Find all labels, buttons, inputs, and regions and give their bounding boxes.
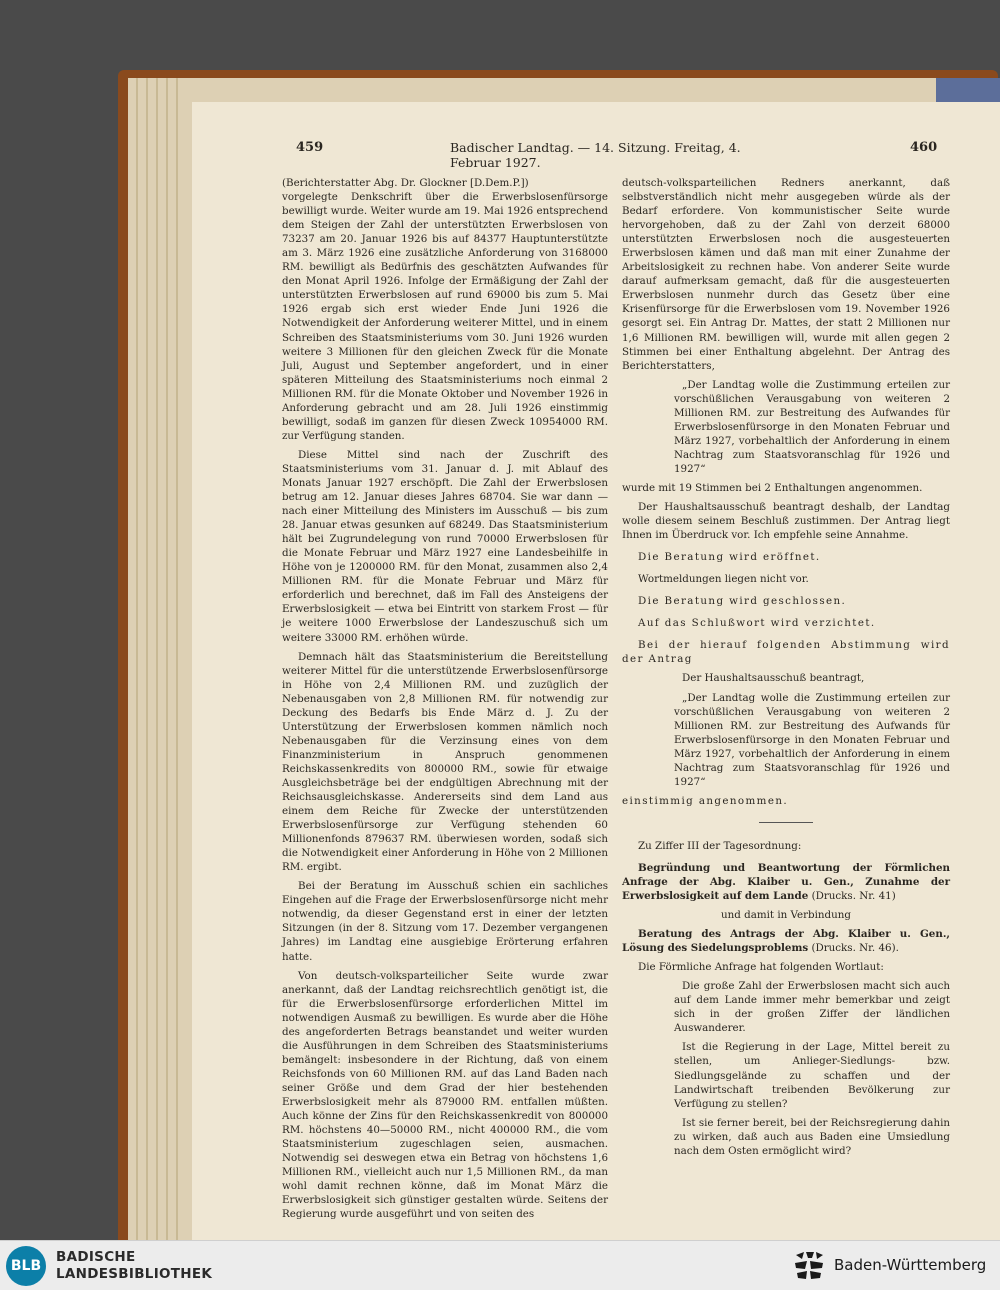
paragraph: einstimmig angenommen.: [622, 794, 789, 807]
paragraph: Demnach hält das Staatsministerium die Bereitstellung weiterer Mittel für die unterstützende Erwerbslosenfürsorge in Höhe von 2,4 Millionen RM. und zuzüglich der Nebenausgaben von 2,8 Millionen RM. für notwendig zur Deckung des Bedarfs bis Ende März d. J. Zu der Unterstützung der Erwerbslosen kommen nämlich noch Nebenausgaben für die Verzinsung eines von dem Finanzministerium in Anspruch genommenen Reichskassenkredits von 800000 RM., sowie für etwaige Ausgleichsbeträge bei der endgültigen Abrechnung mit der Reichsausgleichskasse. Andererseits sind dem Land aus einem dem Reiche für Zwecke der unterstützenden Erwerbslosenfürsorge zur Verfügung stehenden 60 Millionenfonds 879637 RM. überwiesen worden, sodaß sich die Notwendigkeit einer Anforderung in Höhe von 2 Millionen RM. ergibt.: [282, 650, 608, 874]
procedure-line: Die Beratung wird geschlossen.: [638, 595, 847, 608]
right-column: [622, 176, 950, 1158]
running-title: Badischer Landtag. — 14. Sitzung. Freitag, 4. Februar 1927.: [450, 140, 741, 170]
agenda-heading: Beratung des Antrags der Abg. Klaiber u. Gen., Lösung des Siedelungsproblems (Drucks. Nr. 46).: [622, 928, 950, 955]
procedure-line: Wortmeldungen liegen nicht vor.: [638, 573, 809, 586]
paragraph: deutsch-volksparteilichen Redners anerkannt, daß selbstverständlich nicht mehr ausgegeben würde als der Bedarf erfordere. Von kommunistischer Seite wurde hervorgehoben, daß zu der Zahl von derzeit 68000 unterstützten Erwerbslosen noch die ausgesteuerten Erwerbslosen kämen und daß man mit einer Zunahme der Arbeitslosigkeit zu rechnen habe. Von anderer Seite wurde darauf aufmerksam gemacht, daß für die ausgesteuerten Erwerbslosen nunmehr durch das Gesetz über eine Krisenfürsorge für die Erwerbslosen vom 19. November 1926 gesorgt sei. Ein Antrag Dr. Mattes, der statt 2 Millionen nur 1,6 Millionen RM. bewilligen will, wurde mit allen gegen 2 Stimmen bei einer Enthaltung abgelehnt. Der Antrag des Berichterstatters,: [622, 177, 950, 372]
state-name[interactable]: Baden-Württemberg: [834, 1256, 987, 1274]
footer-bar: [0, 1240, 1000, 1290]
paragraph: wurde mit 19 Stimmen bei 2 Enthaltungen angenommen.: [622, 481, 923, 494]
inquiry-text: Ist die Regierung in der Lage, Mittel bereit zu stellen, um Anlieger-Siedlungs- bzw. Siedlungsgelände zu schaffen und der Landwirtschaft treibenden Bevölkerung zur Verfügung zu stellen?: [674, 1041, 950, 1110]
agenda-item: Zu Ziffer III der Tagesordnung:: [638, 839, 802, 852]
page-number-left: 459: [296, 140, 324, 155]
paragraph: und damit in Verbindung: [721, 909, 851, 922]
paragraph: Der Haushaltsausschuß beantragt,: [682, 672, 865, 685]
coat-of-arms-icon: [792, 1249, 826, 1283]
section-divider: [759, 822, 813, 823]
procedure-line: Bei der hierauf folgenden Abstimmung wird der Antrag: [622, 639, 950, 666]
paragraph: Von deutsch-volksparteilicher Seite wurde zwar anerkannt, daß der Landtag reichsrechtlich genötigt ist, die für die Erwerbslosenfürsorge erforderlichen Mittel im notwendigen Ausmaß zu bewilligen. Es wurde aber die Höhe des angeforderten Betrags beanstandet und weiter wurden die Ausführungen in dem Schreiben des Staatsministeriums bemängelt: insbesondere in der Richtung, daß von einem Reichsfonds von 60 Millionen RM. auf das Land Baden nach seiner Größe und dem Grad der hier bestehenden Erwerbslosigkeit mehr als 879000 RM. entfallen müßten. Auch könne der Zins für den Reichskassenkredit von 800000 RM. höchstens 40—50000 RM., nicht 400000 RM., die vom Staatsministerium zugeschlagen seien, ausmachen. Notwendig sei deswegen etwa ein Betrag von höchstens 1,6 Millionen RM., vielleicht auch nur 1,5 Millionen RM., da man wohl damit rechnen könne, daß im Monat März die Erwerbslosigkeit sich günstiger gestalten würde. Seitens der Regierung wurde ausgeführt und von seiten des: [282, 969, 608, 1221]
procedure-line: Auf das Schlußwort wird verzichtet.: [638, 617, 876, 630]
agenda-heading: Begründung und Beantwortung der Förmlichen Anfrage der Abg. Klaiber u. Gen., Zunahme der Erwerbslosigkeit auf dem Lande (Drucks. Nr. 41): [622, 861, 950, 903]
bookmark-tab: [936, 78, 1000, 104]
speaker-line: (Berichterstatter Abg. Dr. Glockner [D.Dem.P.]): [282, 177, 529, 189]
quoted-motion: „Der Landtag wolle die Zustimmung erteilen zur vorschüßlichen Verausgabung von weiteren 2 Millionen RM. zur Bestreitung des Aufwandes für Erwerbslosenfürsorge in den Monaten Februar und März 1927, vorbehaltlich der Anforderung in einem Nachtrag zum Staatsvoranschlag für 1926 und 1927“: [674, 378, 950, 475]
library-name[interactable]: BADISCHE LANDESBIBLIOTHEK: [56, 1249, 213, 1282]
inquiry-text: Die große Zahl der Erwerbslosen macht sich auch auf dem Lande immer mehr bemerkbar und zeigt sich in der großen Ziffer der ländlichen Auswanderer.: [674, 980, 950, 1035]
paragraph: Diese Mittel sind nach der Zuschrift des Staatsministeriums vom 31. Januar d. J. mit Ablauf des Monats Januar 1927 erschöpft. Die Zahl der Erwerbslosen betrug am 12. Januar dieses Jahres 68704. Sie war dann — nach einer Mitteilung des Ministers im Ausschuß — bis zum 28. Januar etwas gesunken auf 68249. Das Staatsministerium hält bei Zugrundelegung von rund 70000 Erwerbslosen für die Monate Februar und März 1927 eine Landesbeihilfe in Höhe von je 1200000 RM. für den Monat, zusammen also 2,4 Millionen RM. für die Monate Februar und März für erforderlich und berechnet, daß im Fall des Ansteigens der Erwerbslosigkeit — etwa bei Eintritt von starkem Frost — für je weitere 1000 Erwerbslose der Landeszuschuß sich um weitere 33000 RM. erhöhen würde.: [282, 448, 608, 644]
procedure-line: Die Beratung wird eröffnet.: [638, 551, 821, 564]
left-column: [282, 176, 608, 1221]
page-number-right: 460: [910, 140, 938, 155]
inquiry-text: Ist sie ferner bereit, bei der Reichsregierung dahin zu wirken, daß auch aus Baden eine Umsiedlung nach dem Osten ermöglicht wird?: [674, 1116, 950, 1157]
paragraph: Der Haushaltsausschuß beantragt deshalb, der Landtag wolle diesem seinem Beschluß zustimmen. Der Antrag liegt Ihnen im Überdruck vor. Ich empfehle seine Annahme.: [622, 501, 950, 542]
blb-logo[interactable]: BLB: [6, 1246, 46, 1286]
paragraph: Die Förmliche Anfrage hat folgenden Wortlaut:: [638, 961, 884, 974]
paragraph: Bei der Beratung im Ausschuß schien ein sachliches Eingehen auf die Frage der Erwerbslosenfürsorge nicht mehr notwendig, da dieser Gegenstand erst in einer der letzten Sitzungen (in der 8. Sitzung vom 17. Dezember vergangenen Jahres) im Landtag eine ausgiebige Erörterung erfahren hatte.: [282, 880, 608, 963]
paragraph: vorgelegte Denkschrift über die Erwerbslosenfürsorge bewilligt wurde. Weiter wurde am 19. Mai 1926 entsprechend dem Steigen der Zahl der unterstützten Erwerbslosen von 73237 am 20. Januar 1926 bis auf 84377 Hauptunterstützte am 3. März 1926 eine zusätzliche Anforderung von 3168000 RM. bewilligt als Bedürfnis des geschätzten Aufwandes für den Monat April 1926. Infolge der Ermäßigung der Zahl der unterstützten Erwerbslosen auf rund 69000 bis zum 5. Mai 1926 ergab sich erst wieder Ende Juni 1926 die Notwendigkeit der Anforderung weiterer Mittel, und in einem Schreiben des Staatsministeriums vom 30. Juni 1926 wurden weitere 3 Millionen für den gleichen Zweck für die Monate Juli, August und September angefordert, und in einer späteren Mitteilung des Staatsministeriums noch einmal 2 Millionen RM. für die Monate Oktober und November 1926 in Anforderung gebracht und am 28. Juli 1926 einstimmig bewilligt, sodaß im ganzen für diesen Zweck 10954000 RM. zur Verfügung standen.: [282, 191, 608, 442]
quoted-motion: „Der Landtag wolle die Zustimmung erteilen zur vorschüßlichen Verausgabung von weiteren 2 Millionen RM. zur Bestreitung des Aufwands für Erwerbslosenfürsorge in den Monaten Februar und März 1927, vorbehaltlich der Anforderung in einem Nachtrag zum Staatsvoranschlag für 1926 und 1927“: [674, 691, 950, 788]
